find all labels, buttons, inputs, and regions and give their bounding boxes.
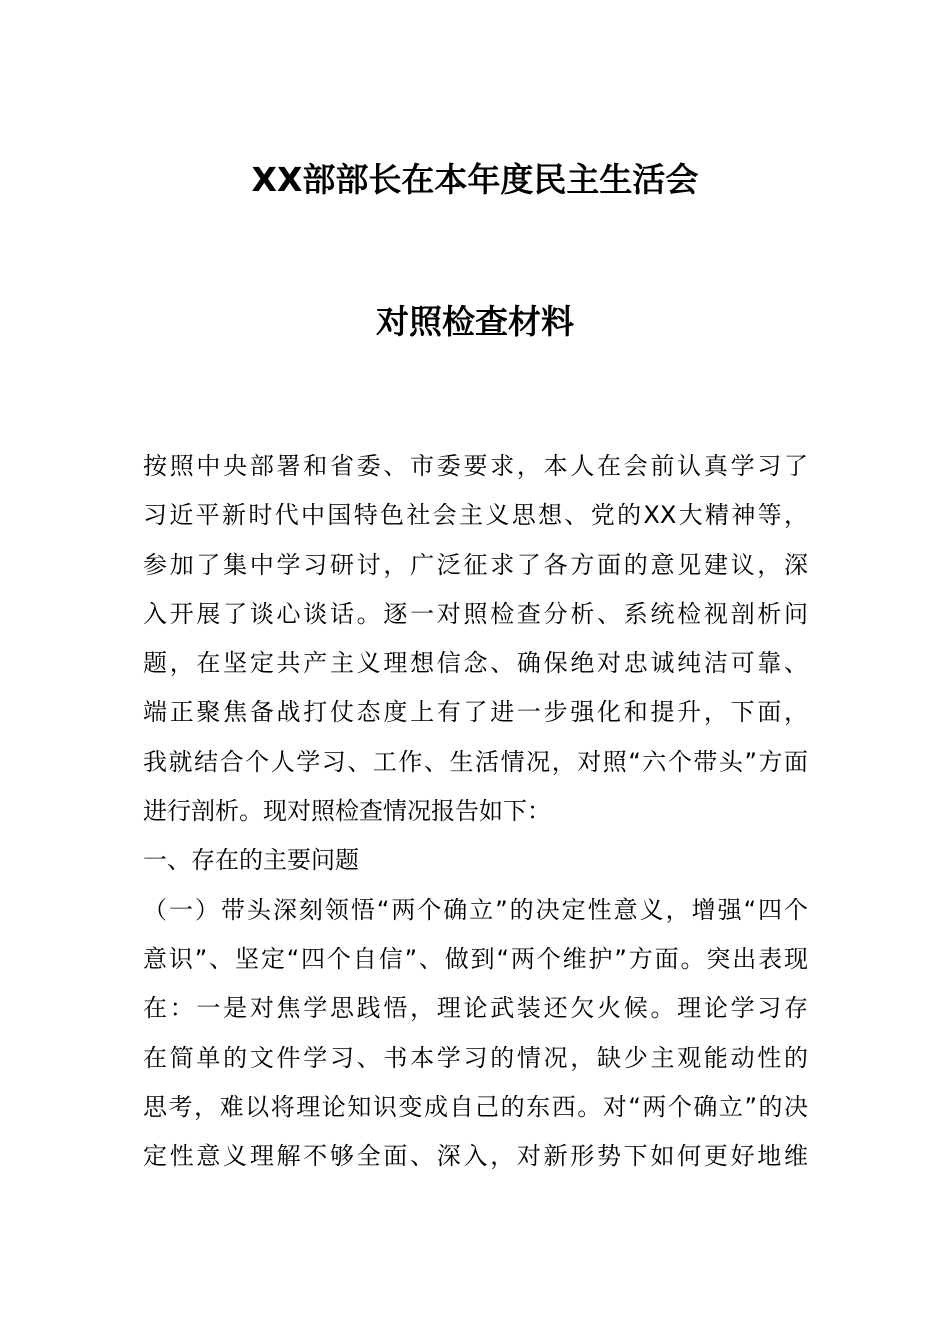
document-title-line-1: XX部部长在本年度民主生活会	[251, 160, 699, 199]
body-line: （一）带头深刻领悟“两个确立”的决定性意义，增强“四个	[143, 895, 808, 924]
body-line: 思考，难以将理论知识变成自己的东西。对“两个确立”的决	[143, 1092, 808, 1121]
body-line: 在简单的文件学习、书本学习的情况，缺少主观能动性的	[143, 1043, 808, 1072]
document-title-line-2: 对照检查材料	[376, 302, 574, 341]
body-line: 在：一是对焦学思践悟，理论武装还欠火候。理论学习存	[143, 994, 808, 1023]
document-body	[143, 442, 808, 1181]
body-line: 按照中央部署和省委、市委要求，本人在会前认真学习了	[143, 452, 808, 480]
body-line: 我就结合个人学习、工作、生活情况，对照“六个带头”方面	[143, 747, 808, 776]
body-line: 参加了集中学习研讨，广泛征求了各方面的意见建议，深	[143, 550, 808, 579]
body-line: 定性意义理解不够全面、深入，对新形势下如何更好地维	[143, 1142, 808, 1171]
body-line: 意识”、坚定“四个自信”、做到“两个维护”方面。突出表现	[143, 944, 808, 973]
body-line: 进行剖析。现对照检查情况报告如下：	[143, 797, 551, 826]
section-heading: 一、存在的主要问题	[143, 846, 359, 875]
body-line: 入开展了谈心谈话。逐一对照检查分析、系统检视剖析问	[143, 599, 808, 628]
body-line: 题，在坚定共产主义理想信念、确保绝对忠诚纯洁可靠、	[143, 649, 808, 678]
body-line: 端正聚焦备战打仗态度上有了进一步强化和提升，下面，	[143, 698, 808, 727]
body-line: 习近平新时代中国特色社会主义思想、党的XX大精神等，	[143, 501, 808, 530]
